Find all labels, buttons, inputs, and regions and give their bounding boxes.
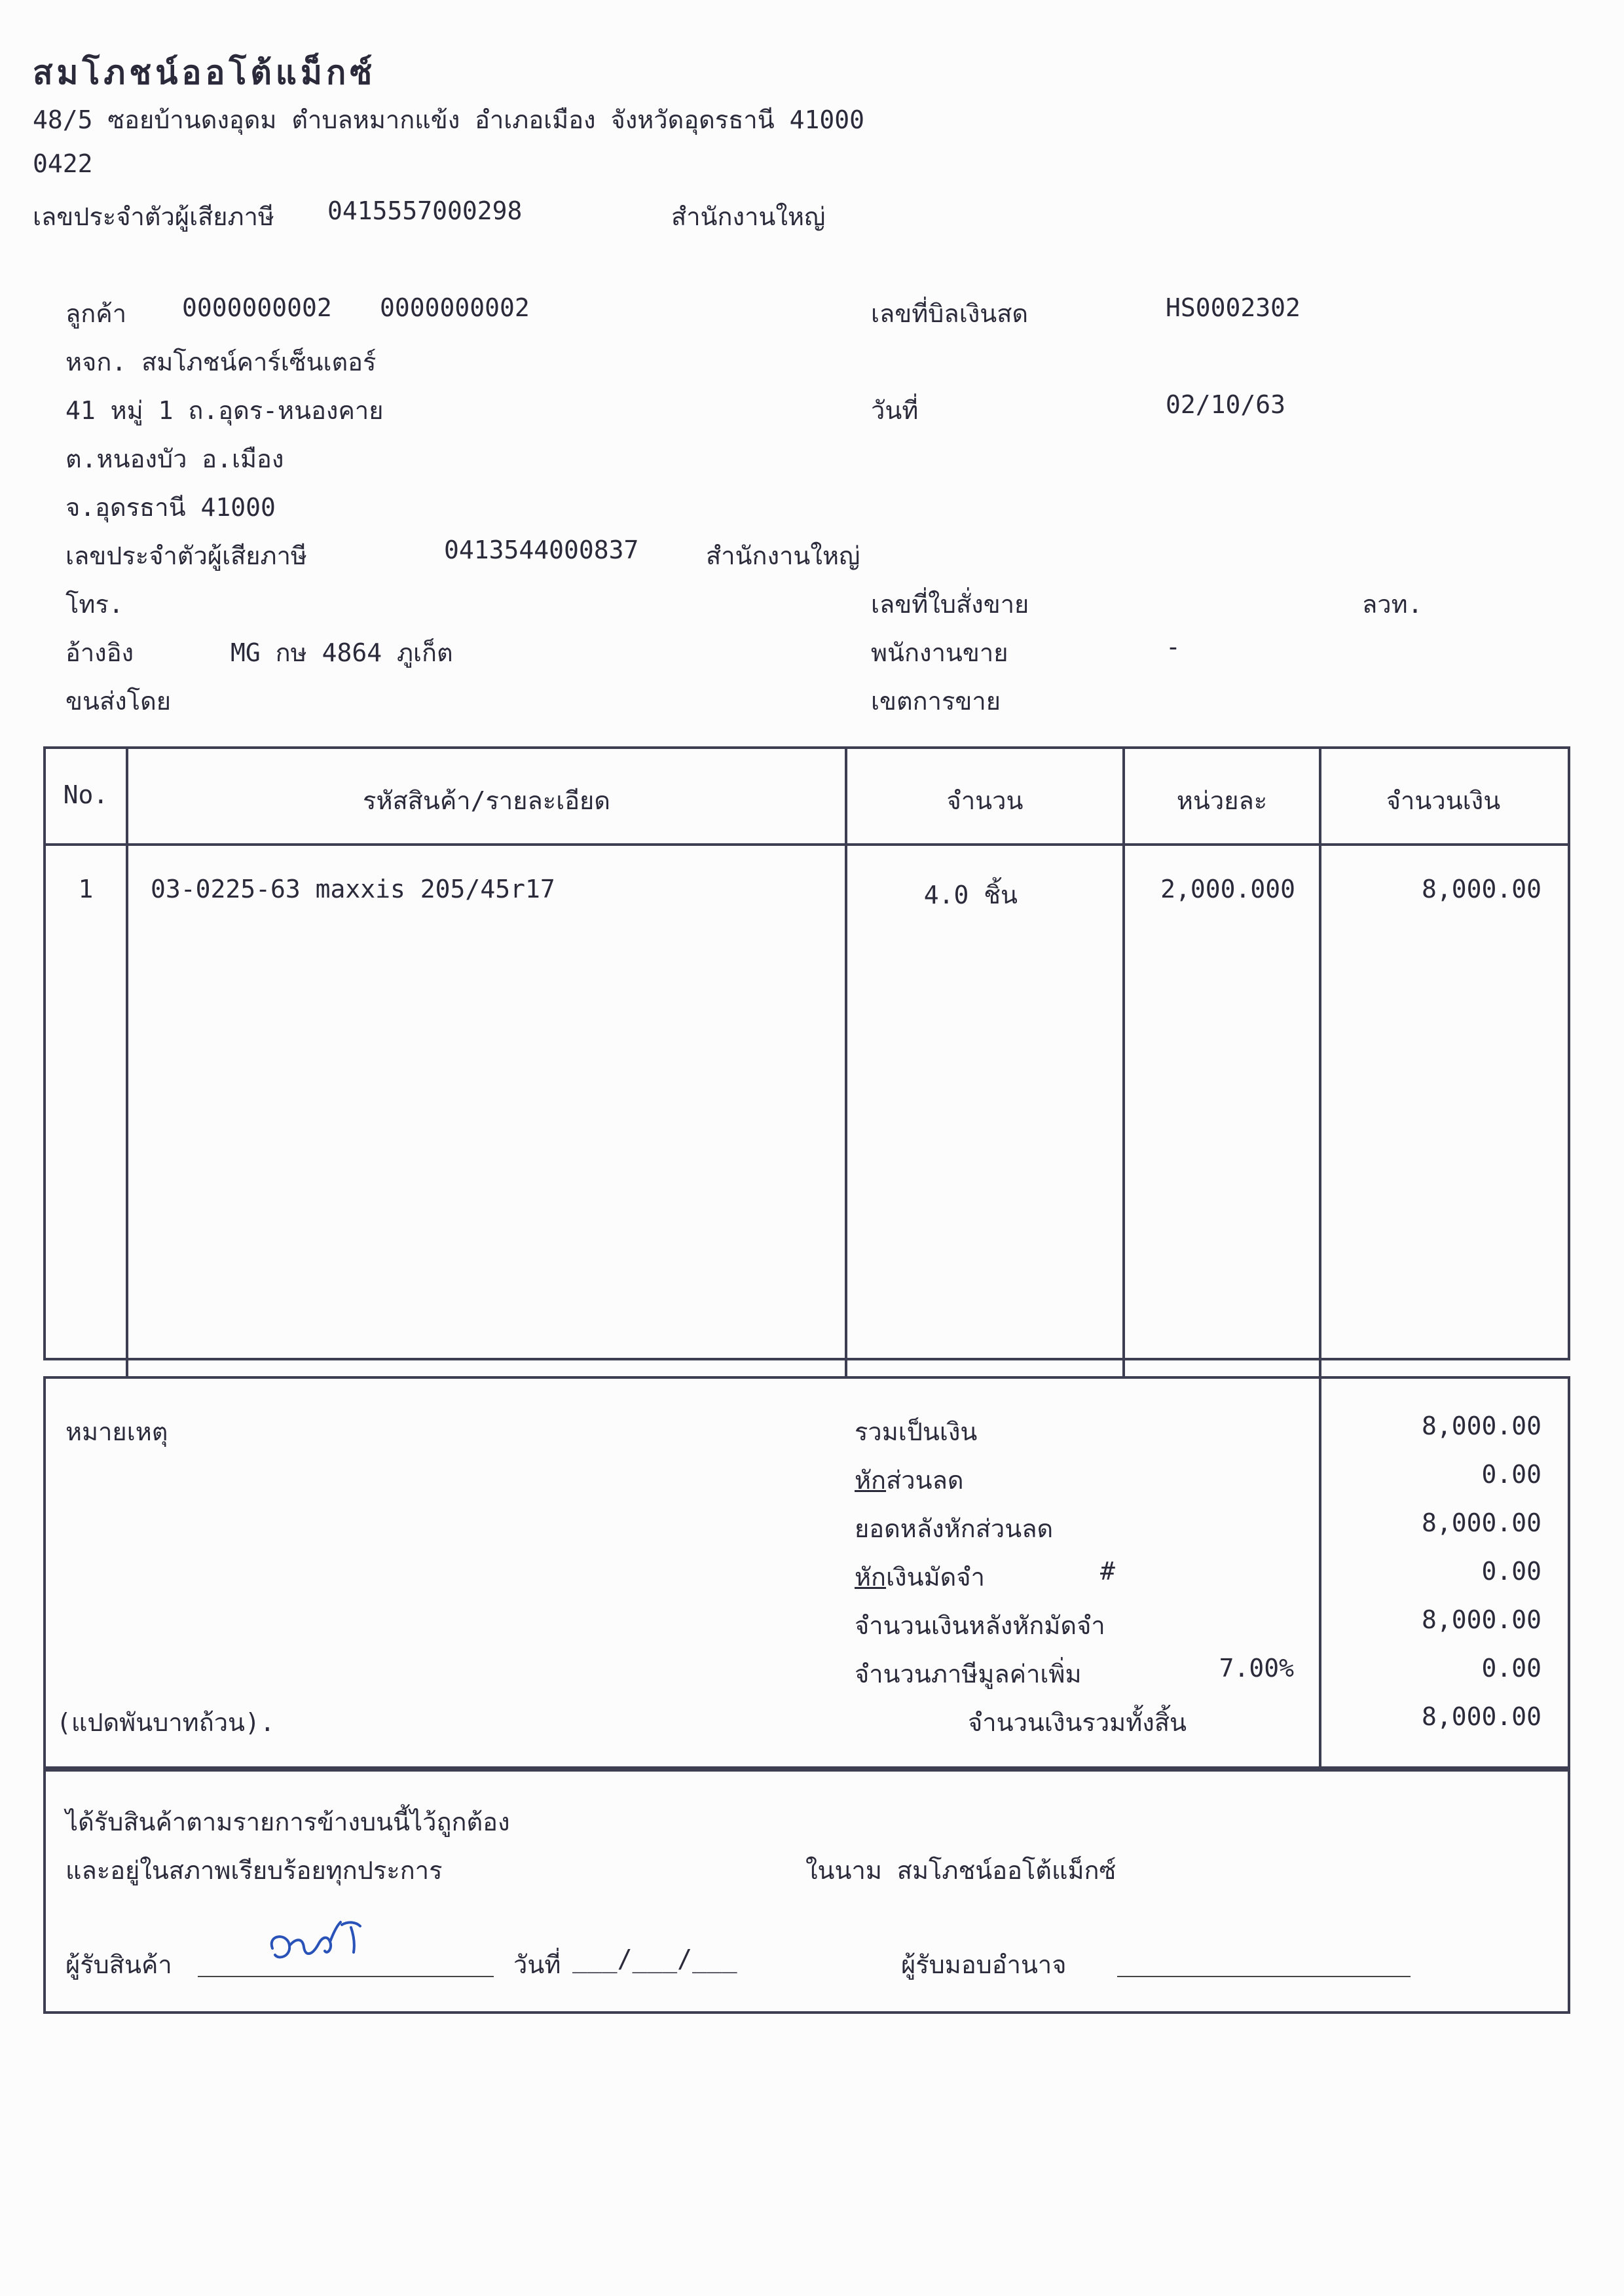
row-description: 03-0225-63 maxxis 205/45r17 xyxy=(151,875,555,903)
customer-phone-label: โทร. xyxy=(65,590,124,619)
header-quantity: จำนวน xyxy=(946,786,1024,815)
customer-tax-id-label: เลขประจำตัวผู้เสียภาษี xyxy=(65,541,307,570)
vat-value: 0.00 xyxy=(1481,1654,1541,1683)
sales-order-suffix: ลวท. xyxy=(1362,590,1423,619)
customer-name: หจก. สมโภชน์คาร์เซ็นเตอร์ xyxy=(65,348,377,376)
company-phone: 0422 xyxy=(33,149,93,178)
discount-label: หักส่วนลด xyxy=(855,1466,964,1495)
salesperson-value: - xyxy=(1166,632,1181,661)
items-table xyxy=(43,746,1570,1360)
deposit-label: หักเงินมัดจำ xyxy=(855,1563,985,1592)
grand-total-value: 8,000.00 xyxy=(1421,1702,1541,1731)
receive-date-blank: ___/___/___ xyxy=(572,1944,737,1973)
receiver-label: ผู้รับสินค้า xyxy=(65,1950,172,1979)
header-amount: จำนวนเงิน xyxy=(1386,786,1501,815)
received-statement-line-2: และอยู่ในสภาพเรียบร้อยทุกประการ xyxy=(65,1856,443,1885)
reference-value: MG กษ 4864 ภูเก็ต xyxy=(231,638,453,667)
sales-zone-label: เขตการขาย xyxy=(871,687,1001,716)
bill-date-label: วันที่ xyxy=(871,396,919,425)
bill-number: HS0002302 xyxy=(1166,293,1301,322)
deposit-value: 0.00 xyxy=(1481,1557,1541,1586)
received-statement-line-1: ได้รับสินค้าตามรายการข้างบนนี้ไว้ถูกต้อง xyxy=(65,1808,510,1836)
company-tax-id-label: เลขประจำตัวผู้เสียภาษี xyxy=(33,202,274,231)
shipping-label: ขนส่งโดย xyxy=(65,687,172,716)
column-divider xyxy=(126,746,128,1376)
deposit-hash: # xyxy=(1100,1557,1115,1586)
row-unit-price: 2,000.000 xyxy=(1160,875,1295,903)
on-behalf-of: ในนาม สมโภชน์ออโต้แม็กซ์ xyxy=(805,1856,1116,1885)
table-header-divider xyxy=(43,843,1568,846)
customer-branch: สำนักงานใหญ่ xyxy=(706,541,860,570)
customer-code-2: 0000000002 xyxy=(380,293,530,322)
authorized-label: ผู้รับมอบอำนาจ xyxy=(901,1950,1067,1979)
company-name: สมโภชน์ออโต้แม็กซ์ xyxy=(33,53,377,92)
column-divider xyxy=(1122,746,1125,1376)
after-deposit-label: จำนวนเงินหลังหักมัดจำ xyxy=(855,1611,1105,1640)
header-no: No. xyxy=(63,780,109,809)
amount-in-words: (แปดพันบาทถ้วน). xyxy=(56,1708,275,1737)
column-divider xyxy=(845,746,847,1376)
bill-number-label: เลขที่บิลเงินสด xyxy=(871,299,1029,328)
customer-code: 0000000002 xyxy=(182,293,332,322)
company-address: 48/5 ซอยบ้านดงอุดม ตำบลหมากแข้ง อำเภอเมือง จังหวัดอุดรธานี 41000 xyxy=(33,105,865,134)
receive-date-label: วันที่ xyxy=(513,1950,561,1979)
discount-value: 0.00 xyxy=(1481,1460,1541,1489)
customer-address-line-1: 41 หมู่ 1 ถ.อุดร-หนองคาย xyxy=(65,396,384,425)
row-no: 1 xyxy=(78,875,94,903)
company-tax-id: 0415557000298 xyxy=(327,196,523,225)
company-branch: สำนักงานใหญ่ xyxy=(671,202,826,231)
after-discount-label: ยอดหลังหักส่วนลด xyxy=(855,1514,1054,1543)
customer-tax-id: 0413544000837 xyxy=(444,536,639,564)
grand-total-label: จำนวนเงินรวมทั้งสิ้น xyxy=(968,1708,1187,1737)
column-divider xyxy=(1319,746,1321,1376)
row-amount: 8,000.00 xyxy=(1421,875,1541,903)
after-discount-value: 8,000.00 xyxy=(1421,1508,1541,1537)
receiver-signature-icon xyxy=(262,1918,373,1977)
customer-address-line-2: ต.หนองบัว อ.เมือง xyxy=(65,445,284,473)
customer-label: ลูกค้า xyxy=(65,299,127,328)
header-description: รหัสสินค้า/รายละเอียด xyxy=(363,786,610,815)
subtotal-value: 8,000.00 xyxy=(1421,1412,1541,1440)
remark-label: หมายเหตุ xyxy=(65,1417,168,1446)
authorized-signature-line xyxy=(1117,1976,1411,1977)
vat-label: จำนวนภาษีมูลค่าเพิ่ม xyxy=(855,1660,1082,1688)
vat-rate: 7.00% xyxy=(1219,1654,1294,1683)
reference-label: อ้างอิง xyxy=(65,638,134,667)
row-quantity: 4.0 ชิ้น xyxy=(923,881,1018,909)
customer-address-line-3: จ.อุดรธานี 41000 xyxy=(65,493,276,522)
salesperson-label: พนักงานขาย xyxy=(871,638,1008,667)
sales-order-label: เลขที่ใบสั่งขาย xyxy=(871,590,1029,619)
after-deposit-value: 8,000.00 xyxy=(1421,1605,1541,1634)
subtotal-label: รวมเป็นเงิน xyxy=(855,1417,978,1446)
bill-date: 02/10/63 xyxy=(1166,390,1286,419)
header-unit-price: หน่วยละ xyxy=(1176,786,1268,815)
